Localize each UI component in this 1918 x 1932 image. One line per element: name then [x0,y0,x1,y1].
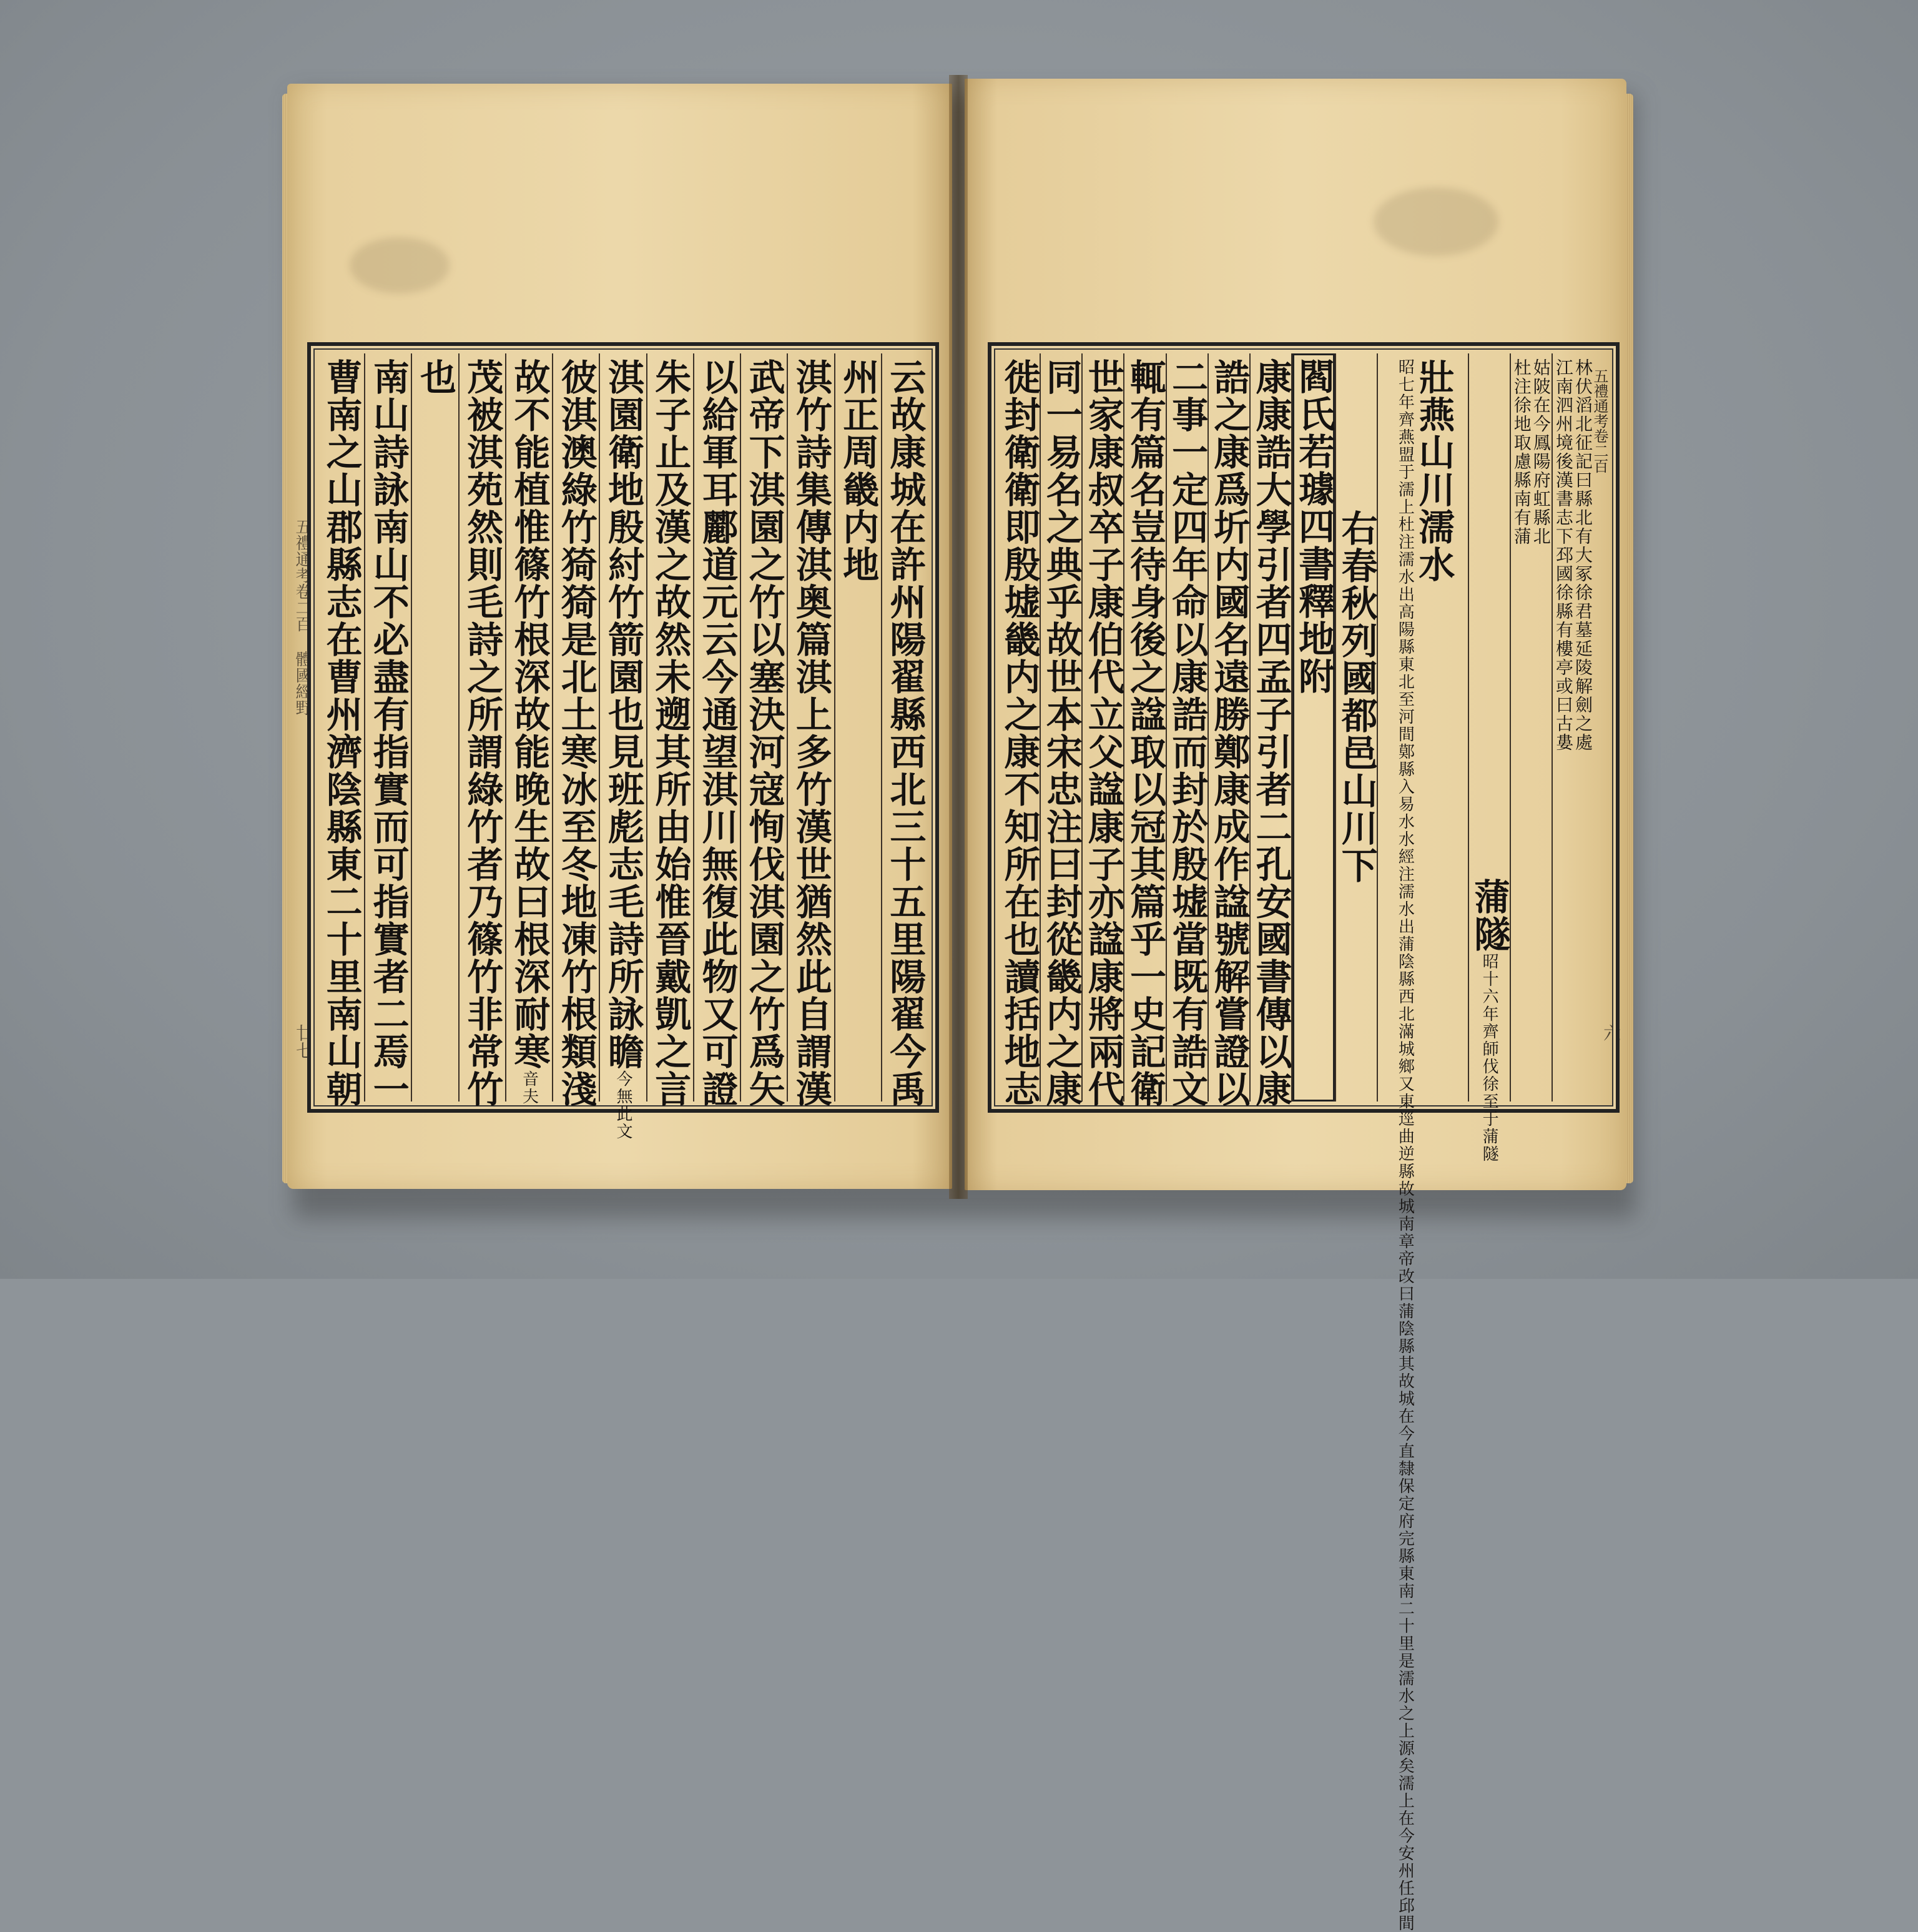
note-line: 姑陂在今鳳陽府虹縣北 [1530,358,1552,546]
text-column [411,353,458,1102]
text-column [364,353,411,1108]
note-column [1552,353,1593,1102]
column-text: 輒有篇名豈待身後之諡取以冠其篇乎一史記衛 [1124,358,1166,1108]
right-page-number: 六 [1601,1024,1621,1042]
section-heading-box: 閻氏若璩四書釋地附 [1292,353,1335,1102]
column-text [1394,353,1455,1932]
paper-stain [1374,187,1498,256]
text-column [787,353,834,1108]
text-column [458,353,505,1108]
left-text-frame [307,342,939,1140]
book-gutter [949,75,968,1199]
column-main-text: 淇園衛地殷紂竹箭園也見班彪志毛詩所詠瞻 [601,358,644,1070]
text-column [740,353,787,1108]
column-text: 曹南之山郡縣志在曹州濟陰縣東二十里南山朝 [320,358,363,1108]
column-text: 徙封衛衛即殷墟畿内之康不知所在也讀括地志 [998,358,1041,1108]
column-text: 世家康叔卒子康伯代立父諡康子亦諡康將兩代 [1081,358,1124,1108]
note-line: 林伏滔北征記曰縣北有大冢徐君墓延陵解劍之處 [1572,358,1593,752]
column-main-text: 壯燕山川濡水 [1412,358,1455,583]
text-column [1123,353,1166,1108]
left-columns [318,353,928,1140]
text-column [1081,353,1124,1108]
column-text: 武帝下淇園之竹以塞決河寇恂伐淇園之竹爲矢 [742,358,785,1108]
column-text: 康康誥大學引者四孟子引者二孔安國書傳以康 [1249,358,1292,1108]
column-text: 誥之康爲圻内國名遠勝鄭康成作諡號解嘗證以 [1207,358,1251,1108]
left-page-number: 廿七 [293,1024,314,1059]
inline-note: 昭十六年齊師伐徐至于蒲隧 [1480,953,1499,1163]
column-text [601,353,644,1140]
note-line: 江南泗州境後漢書志下邳國徐縣有樓亭或曰古婁 [1553,358,1574,752]
text-column [1377,353,1467,1932]
text-column [1335,353,1377,1102]
column-text: 云故康城在許州陽翟縣西北三十五里陽翟今禹 [883,358,927,1108]
text-column [646,353,693,1108]
column-text: 同一易名之典乎故世本宋忠注曰封從畿内之康 [1040,358,1083,1108]
left-margin-label: 五禮通考卷二百 體國經野 [293,518,312,716]
column-main-text: 故不能植惟篠竹根深故能晚生故曰根深耐寒 [508,358,551,1070]
paper-stain [350,237,450,293]
column-text: 二事一定四年命以康誥而封於殷墟當既有誥文 [1166,358,1209,1108]
text-column [552,353,599,1108]
text-column [1249,353,1292,1108]
inline-note: 今無此文 [613,1070,632,1140]
text-column [693,353,740,1108]
column-text: 也 [414,358,457,396]
column-text: 以給軍耳酈道元云今通望淇川無復此物又可證 [696,358,739,1108]
column-text: 南山詩詠南山不必盡有指實而可指實者二焉一 [366,358,410,1108]
inline-note: 昭七年齊燕盟于濡上杜注濡水出高陽縣東北至河間鄚縣入易水水經注濡水出蒲陰縣西北滿城鄉又東逕曲逆縣故城南章帝改曰蒲陰縣其故城在今直隸保定府完縣東南二十里是濡水之上源矣濡上在今安州任邱間 [1395,358,1415,1932]
text-column [318,353,364,1108]
right-text-frame [988,342,1620,1932]
column-text [1468,353,1511,1163]
column-main-text: 蒲隧 [1468,878,1511,953]
text-column [1207,353,1251,1108]
column-text: 朱子止及漢之故然未遡其所由始惟晉戴凱之言 [649,358,692,1108]
note-line: 杜注徐地取慮縣南有蒲 [1511,358,1532,546]
text-column [505,353,552,1105]
column-text: 州正周畿内地 [837,358,880,583]
column-text: 淇竹詩集傳淇奥篇淇上多竹漢世猶然此自謂漢 [789,358,832,1108]
text-column [881,353,928,1108]
column-text: 茂被淇苑然則毛詩之所謂綠竹者乃篠竹非常竹 [461,358,504,1108]
text-column [1468,353,1511,1163]
note-column [1510,353,1552,1102]
text-column [998,353,1041,1108]
text-column [834,353,881,1102]
column-text [508,353,551,1105]
text-column [1166,353,1209,1108]
right-columns [998,353,1593,1932]
text-column [1291,353,1335,1102]
column-text: 右春秋列國都邑山川下 [1335,510,1378,884]
text-column [599,353,646,1140]
text-column [1040,353,1083,1108]
column-text: 彼淇澳綠竹猗猗是北土寒冰至冬地凍竹根類淺 [554,358,598,1108]
center-fold-label: 五禮通考卷二百 [1591,368,1608,473]
inline-note: 音夫 [519,1070,539,1105]
